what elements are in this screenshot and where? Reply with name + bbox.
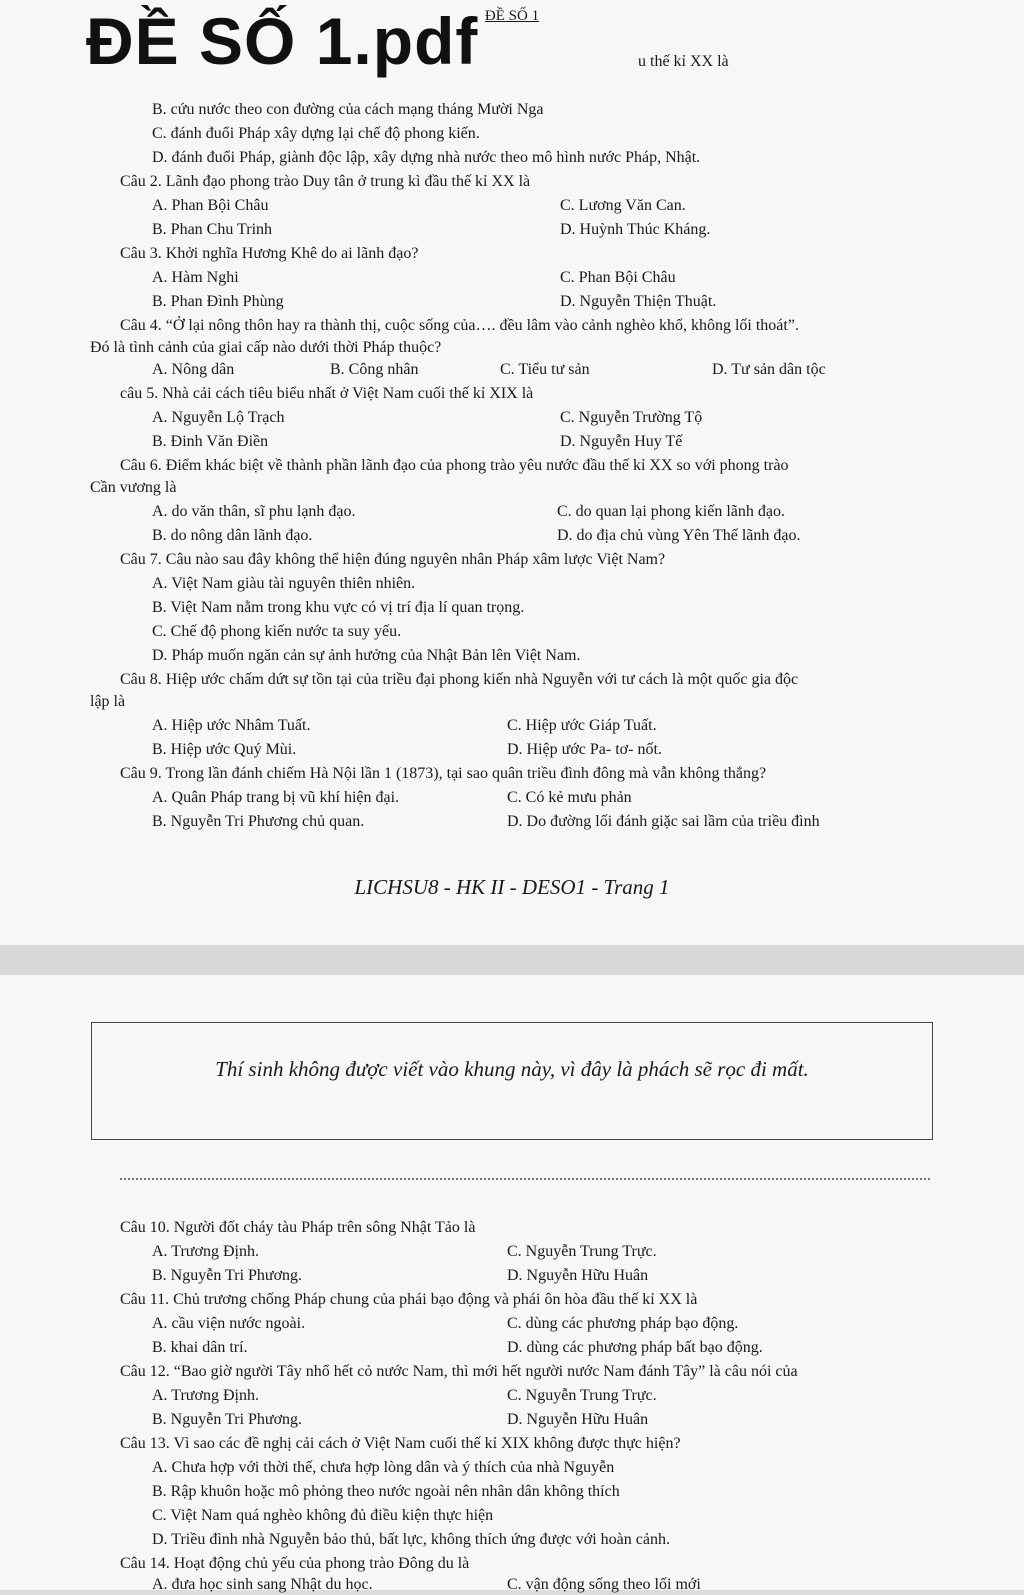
- q12-option-a: A. Trương Định.: [152, 1387, 259, 1404]
- q3-option-b: B. Phan Đình Phùng: [152, 293, 284, 310]
- q14-option-c: C. vận động sống theo lối mới: [507, 1576, 701, 1593]
- q10-option-a: A. Trương Định.: [152, 1243, 259, 1260]
- notice-box: [91, 1022, 933, 1140]
- q3-option-d: D. Nguyễn Thiện Thuật.: [560, 293, 717, 310]
- q9-stem: Câu 9. Trong lần đánh chiếm Hà Nội lần 1 (1873), tại sao quân triều đình đông mà vẫn không thắng?: [120, 765, 767, 782]
- q8-stem-line1: Câu 8. Hiệp ước chấm dứt sự tồn tại của triều đại phong kiến nhà Nguyễn với tư cách là một quốc gia độc: [120, 671, 799, 688]
- q7-option-d: D. Pháp muốn ngăn cản sự ảnh hưởng của Nhật Bản lên Việt Nam.: [152, 647, 581, 664]
- q12-option-b: B. Nguyễn Tri Phương.: [152, 1411, 303, 1428]
- q6-option-d: D. do địa chủ vùng Yên Thế lãnh đạo.: [557, 527, 801, 544]
- q10-stem: Câu 10. Người đốt cháy tàu Pháp trên sông Nhật Tảo là: [120, 1219, 476, 1236]
- q7-option-b: B. Việt Nam nằm trong khu vực có vị trí địa lí quan trọng.: [152, 599, 525, 616]
- q5-stem: câu 5. Nhà cải cách tiêu biểu nhất ở Việt Nam cuối thế kỉ XIX là: [120, 385, 534, 402]
- q11-option-a: A. cầu viện nước ngoài.: [152, 1315, 306, 1332]
- q12-option-c: C. Nguyễn Trung Trực.: [507, 1387, 657, 1404]
- q4-option-b: B. Công nhân: [330, 361, 419, 378]
- q2-option-a: A. Phan Bội Châu: [152, 197, 269, 214]
- q8-option-a: A. Hiệp ước Nhâm Tuất.: [152, 717, 311, 734]
- q5-option-a: A. Nguyễn Lộ Trạch: [152, 409, 285, 426]
- q5-option-c: C. Nguyễn Trường Tộ: [560, 409, 703, 426]
- file-name-overlay: ĐỀ SỐ 1.pdf: [86, 4, 479, 78]
- q10-option-b: B. Nguyễn Tri Phương.: [152, 1267, 303, 1284]
- q5-option-d: D. Nguyễn Huy Tế: [560, 433, 683, 450]
- q14-stem: Câu 14. Hoạt động chủ yếu của phong trào Đông du là: [120, 1555, 470, 1572]
- q1-option-c: C. đánh đuổi Pháp xây dựng lại chế độ phong kiến.: [152, 125, 480, 142]
- q11-option-c: C. dùng các phương pháp bạo động.: [507, 1315, 739, 1332]
- q7-stem: Câu 7. Câu nào sau đây không thể hiện đúng nguyên nhân Pháp xâm lược Việt Nam?: [120, 551, 666, 568]
- q6-stem-line2: Cần vương là: [90, 479, 177, 496]
- q10-option-d: D. Nguyễn Hữu Huân: [507, 1267, 649, 1284]
- q3-option-a: A. Hàm Nghi: [152, 269, 239, 286]
- q11-option-d: D. dùng các phương pháp bất bạo động.: [507, 1339, 763, 1356]
- q8-stem-line2: lập là: [90, 693, 126, 710]
- q12-stem: Câu 12. “Bao giờ người Tây nhổ hết cỏ nước Nam, thì mới hết người nước Nam đánh Tây” là câu nói của: [120, 1363, 798, 1380]
- q1-option-d: D. đánh đuổi Pháp, giành độc lập, xây dựng nhà nước theo mô hình nước Pháp, Nhật.: [152, 149, 701, 166]
- dotted-cut-line: [120, 1178, 930, 1180]
- q7-option-c: C. Chế độ phong kiến nước ta suy yếu.: [152, 623, 402, 640]
- q9-option-d: D. Do đường lối đánh giặc sai lầm của triều đình: [507, 813, 820, 830]
- q6-option-a: A. do văn thân, sĩ phu lạnh đạo.: [152, 503, 356, 520]
- q6-option-c: C. do quan lại phong kiến lãnh đạo.: [557, 503, 785, 520]
- q13-option-c: C. Việt Nam quá nghèo không đủ điều kiện thực hiện: [152, 1507, 494, 1524]
- page-gap: [0, 945, 1024, 975]
- q9-option-b: B. Nguyễn Tri Phương chủ quan.: [152, 813, 365, 830]
- q2-option-c: C. Lương Văn Can.: [560, 197, 686, 214]
- q7-option-a: A. Việt Nam giàu tài nguyên thiên nhiên.: [152, 575, 416, 592]
- q6-stem-line1: Câu 6. Điểm khác biệt về thành phần lãnh đạo của phong trào yêu nước đầu thế kỉ XX so với phong trào: [120, 457, 789, 474]
- q13-option-b: B. Rập khuôn hoặc mô phỏng theo nước ngoài nên nhân dân không thích: [152, 1483, 620, 1500]
- q2-option-d: D. Huỳnh Thúc Kháng.: [560, 221, 711, 238]
- exam-header: ĐỀ SỐ 1: [484, 8, 540, 24]
- q3-stem: Câu 3. Khởi nghĩa Hương Khê do ai lãnh đạo?: [120, 245, 419, 262]
- q9-option-c: C. Có kẻ mưu phản: [507, 789, 632, 806]
- q13-option-a: A. Chưa hợp với thời thế, chưa hợp lòng dân và ý thích của nhà Nguyễn: [152, 1459, 615, 1476]
- q9-option-a: A. Quân Pháp trang bị vũ khí hiện đại.: [152, 789, 400, 806]
- q5-option-b: B. Đinh Văn Điền: [152, 433, 269, 450]
- q4-option-c: C. Tiểu tư sản: [500, 361, 590, 378]
- q4-stem-line1: Câu 4. “Ở lại nông thôn hay ra thành thị, cuộc sống của…. đều lâm vào cảnh nghèo khổ, không lối thoát”.: [120, 317, 799, 334]
- q8-option-d: D. Hiệp ước Pa- tơ- nốt.: [507, 741, 662, 758]
- q12-option-d: D. Nguyễn Hữu Huân: [507, 1411, 649, 1428]
- q1-option-b: B. cứu nước theo con đường của cách mạng tháng Mười Nga: [152, 101, 544, 118]
- q3-option-c: C. Phan Bội Châu: [560, 269, 676, 286]
- q2-option-b: B. Phan Chu Trinh: [152, 221, 273, 238]
- page-footer: LICHSU8 - HK II - DESO1 - Trang 1: [354, 875, 670, 899]
- q13-option-d: D. Triều đình nhà Nguyễn bảo thủ, bất lực, không thích ứng được với hoàn cảnh.: [152, 1531, 670, 1548]
- q14-option-a: A. đưa học sinh sang Nhật du học.: [152, 1576, 373, 1593]
- q4-option-d: D. Tư sản dân tộc: [712, 361, 826, 378]
- q8-option-b: B. Hiệp ước Quý Mùi.: [152, 741, 297, 758]
- q13-stem: Câu 13. Vì sao các đề nghị cải cách ở Việt Nam cuối thế kỉ XIX không được thực hiện?: [120, 1435, 681, 1452]
- q1-stem-fragment: u thế kỉ XX là: [638, 53, 729, 70]
- notice-text: Thí sinh không được viết vào khung này, vì đây là phách sẽ rọc đi mất.: [215, 1057, 809, 1081]
- q11-stem: Câu 11. Chủ trương chống Pháp chung của phái bạo động và phái ôn hòa đầu thế kỉ XX là: [120, 1291, 698, 1308]
- q8-option-c: C. Hiệp ước Giáp Tuất.: [507, 717, 657, 734]
- q10-option-c: C. Nguyễn Trung Trực.: [507, 1243, 657, 1260]
- q11-option-b: B. khai dân trí.: [152, 1339, 248, 1356]
- q2-stem: Câu 2. Lãnh đạo phong trào Duy tân ở trung kì đầu thế kỉ XX là: [120, 173, 531, 190]
- q6-option-b: B. do nông dân lãnh đạo.: [152, 527, 313, 544]
- q4-stem-line2: Đó là tình cảnh của giai cấp nào dưới thời Pháp thuộc?: [90, 339, 442, 356]
- q4-option-a: A. Nông dân: [152, 361, 235, 378]
